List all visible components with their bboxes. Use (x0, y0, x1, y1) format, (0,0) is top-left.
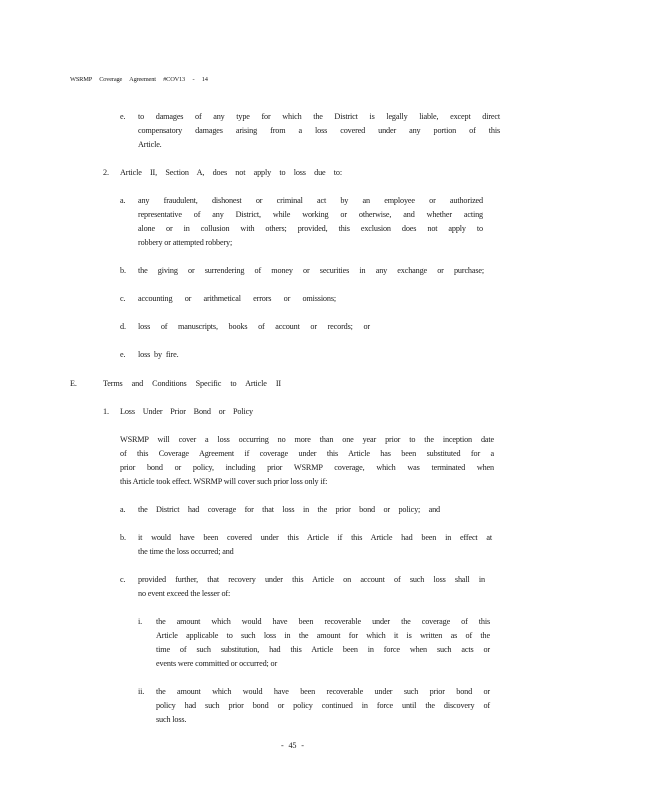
list-item-text (138, 292, 336, 306)
list-marker: a. (120, 196, 126, 205)
text-line: Article. (138, 140, 162, 149)
list-marker: b. (120, 266, 126, 275)
text-line: provided further, that recovery under this Article on account of such loss shall in (138, 575, 485, 584)
text-line: the amount which would have been recoverable under such prior bond or (156, 687, 490, 696)
list-item-text (138, 531, 492, 559)
text-line: prior bond or policy, including prior WSRMP coverage, which was terminated when (120, 463, 494, 472)
text-line: such loss. (156, 715, 187, 724)
list-marker: 1. (103, 407, 109, 416)
list-item-text (138, 320, 370, 334)
list-item-text (138, 573, 485, 601)
text-line: representative of any District, while working or otherwise, and whether acting (138, 210, 483, 219)
list-item-text (156, 685, 490, 727)
list-item-heading (120, 405, 253, 419)
text-line: WSRMP will cover a loss occurring no more than one year prior to the inception date (120, 435, 494, 444)
list-marker: ii. (138, 687, 145, 696)
list-item-heading (120, 166, 342, 180)
section-marker: E. (70, 379, 77, 388)
text-line: any fraudulent, dishonest or criminal act by an employee or authorized (138, 196, 483, 205)
section-heading (103, 377, 281, 391)
text-line: Loss Under Prior Bond or Policy (120, 407, 253, 416)
text-line: Terms and Conditions Specific to Article II (103, 379, 281, 388)
text-line: compensatory damages arising from a loss covered under any portion of this (138, 126, 500, 135)
list-item-text: loss by fire. (138, 350, 179, 359)
list-marker: b. (120, 533, 126, 542)
text-line: the amount which would have been recoverable under the coverage of this (156, 617, 490, 626)
text-line: policy had such prior bond or policy continued in force until the discovery of (156, 701, 490, 710)
text-line: Article applicable to such loss in the amount for which it is written as of the (156, 631, 490, 640)
page-number: - 45 - (281, 741, 304, 750)
text-line: the time the loss occurred; and (138, 547, 234, 556)
list-marker: d. (120, 322, 126, 331)
text-line: events were committed or occurred; or (156, 659, 278, 668)
list-item-text (156, 615, 490, 671)
list-marker: 2. (103, 168, 109, 177)
text-line: Article II, Section A, does not apply to loss due to: (120, 168, 342, 177)
text-line: the giving or surrendering of money or securities in any exchange or purchase; (138, 266, 484, 275)
text-line: to damages of any type for which the District is legally liable, except direct (138, 112, 500, 121)
text-line: it would have been covered under this Article if this Article had been in effect at (138, 533, 492, 542)
text-line: no event exceed the lesser of: (138, 589, 231, 598)
list-marker: e. (120, 112, 126, 121)
list-item-text (138, 110, 500, 152)
list-marker: a. (120, 505, 126, 514)
list-marker: i. (138, 617, 143, 626)
text-line: the District had coverage for that loss in the prior bond or policy; and (138, 505, 440, 514)
list-item-text (138, 264, 484, 278)
list-marker: c. (120, 575, 126, 584)
list-item-text (138, 503, 440, 517)
document-header: WSRMP Coverage Agreement #COV13 - 14 (70, 76, 208, 83)
list-marker: c. (120, 294, 126, 303)
text-line: of this Coverage Agreement if coverage under this Article has been substituted for a (120, 449, 494, 458)
text-line: accounting or arithmetical errors or omissions; (138, 294, 336, 303)
list-item-text (138, 194, 483, 250)
text-line: this Article took effect. WSRMP will cover such prior loss only if: (120, 477, 328, 486)
text-line: loss of manuscripts, books of account or records; or (138, 322, 370, 331)
text-line: time of such substitution, had this Article been in force when such acts or (156, 645, 490, 654)
body-paragraph (120, 433, 494, 489)
list-marker: e. (120, 350, 126, 359)
text-line: robbery or attempted robbery; (138, 238, 233, 247)
text-line: alone or in collusion with others; provided, this exclusion does not apply to (138, 224, 483, 233)
